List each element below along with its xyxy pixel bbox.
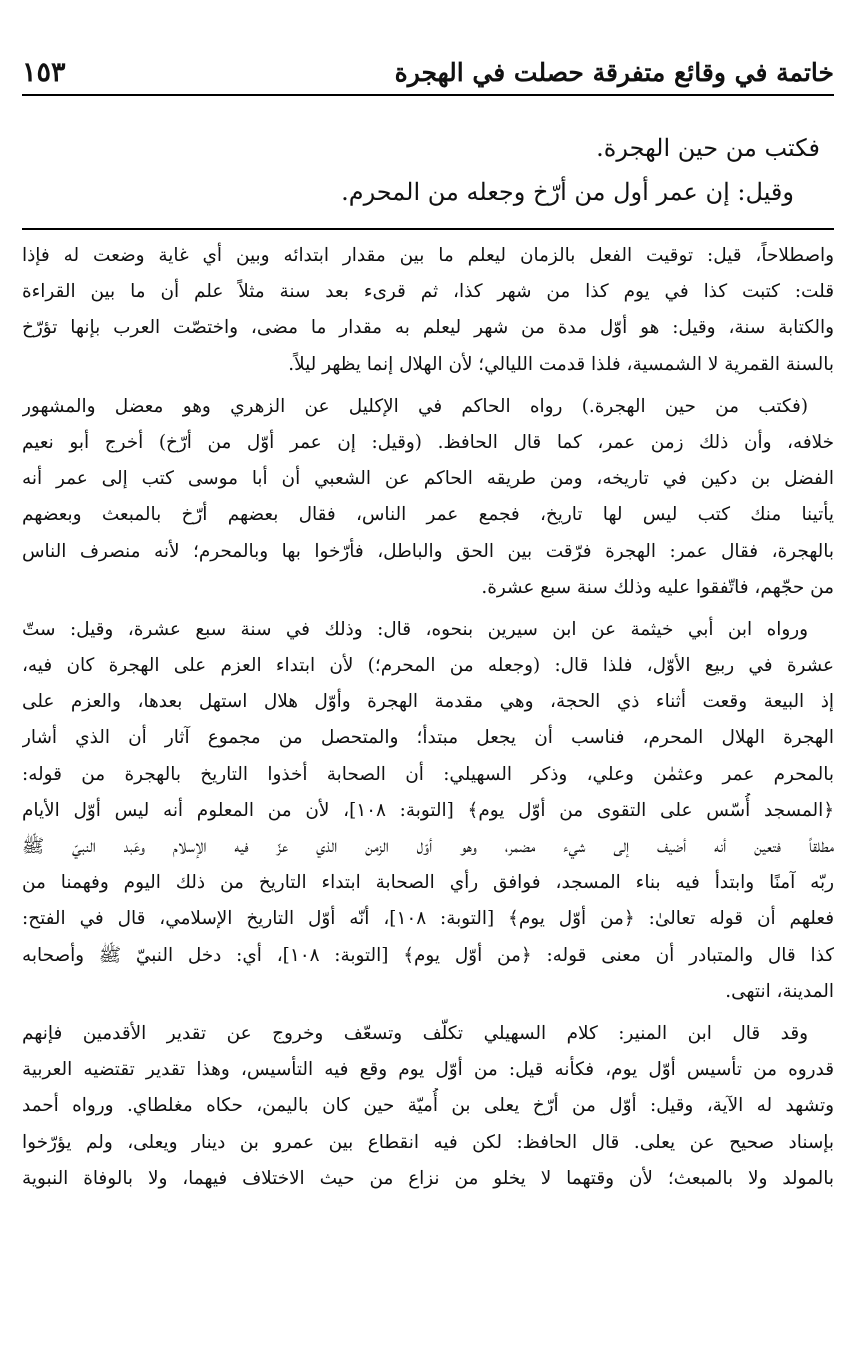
paragraph	[22, 612, 834, 1010]
text-line: ربّه آمنًا وابتدأ فيه بناء المسجد، فوافق رأي الصحابة ابتداء التاريخ من ذلك اليوم وفهمنا من	[22, 872, 834, 894]
text-line: (فكتب من حين الهجرة.) رواه الحاكم في الإكليل عن الزهري وهو معضل والمشهور	[22, 395, 808, 417]
page-header	[22, 50, 834, 96]
text-line: عشرة في ربيع الأوّل، فلذا قال: (وجعله من المحرم؛) لأن ابتداء العزم على الهجرة كان فيه،	[22, 655, 834, 677]
text-line: كذا قال والمتبادر أن معنى قوله: ﴿من أوّل يوم﴾ [التوبة: ١٠٨]، أي: دخل النبيّ ﷺ وأصحابه	[22, 944, 834, 966]
matn-line: فكتب من حين الهجرة.	[596, 134, 820, 162]
text-line: بالمولد ولا بالمبعث؛ لأن وقتهما لا يخلو من نزاع من حيث الاختلاف فيهما، ولا بالوفاة النبوية	[22, 1167, 834, 1189]
text-line: وقد قال ابن المنير: كلام السهيلي تكلّف وتسعّف وخروج عن تقدير الأقدمين فإنهم	[22, 1022, 808, 1044]
text-line: فعلهم أن قوله تعالىٰ: ﴿من أوّل يوم﴾ [التوبة: ١٠٨]، أنّه أوّل التاريخ الإسلامي، قال في الفتح:	[22, 908, 834, 930]
text-line: مطلقاً فتعين أنه أضيف إلى شيء مضمر، وهو أوّل الزمن الذي عزّ فيه الإسلام وعَبد النبيّ ﷺ	[22, 836, 834, 857]
text-line: بإسناد صحيح عن يعلى. قال الحافظ: لكن فيه انقطاع بين عمرو بن دينار ويعلى، ولم يؤرّخوا	[22, 1131, 834, 1153]
text-line: والكتابة سنة، وقيل: هو أوّل مدة من شهر ليعلم به مقدار ما مضى، واختصّت العرب بإنها تؤرّخ	[22, 317, 834, 339]
text-line: بالهجرة، فقال عمر: الهجرة فرّقت بين الحق والباطل، فأرّخوا بها وبالمحرم؛ لأنه منصرف الناس	[22, 540, 834, 562]
matn-line: وقيل: إن عمر أول من أرّخ وجعله من المحرم.	[341, 178, 794, 206]
commentary-block	[22, 238, 834, 1203]
text-line: خلافه، وأن ذلك زمن عمر، كما قال الحافظ. (وقيل: إن عمر أوّل من أرّخ) أخرج أبو نعيم	[22, 431, 834, 453]
text-line: من حجّهم، فاتّفقوا عليه وذلك سنة سبع عشرة.	[481, 576, 834, 598]
paragraph	[22, 389, 834, 606]
text-line: الفضل بن دكين في تاريخه، ومن طريقه الحاكم عن الشعبي أن أبا موسى كتب إلى عمر أنه	[22, 468, 834, 490]
text-line: إذ البيعة وقعت أثناء ذي الحجة، وهي مقدمة الهجرة وأوّل هلال استهل بعدها، والعزم على	[22, 691, 834, 713]
text-line: بالمحرم عمر وعثمٰن وعلي، وذكر السهيلي: أن الصحابة أخذوا التاريخ بالهجرة من قوله:	[22, 763, 834, 785]
text-line: قدروه من تأسيس أوّل يوم، فكأنه قيل: من أوّل يوم وقع فيه التأسيس، وهذا تقدير تقتضيه العربية	[22, 1059, 834, 1081]
text-line: الهجرة الهلال المحرم، فناسب أن يجعل مبتدأ؛ والمتحصل من مجموع آثار أن الذي أشار	[22, 727, 834, 749]
text-line: المدينة، انتهى.	[725, 980, 834, 1002]
text-line: وتشهد له الآية، وقيل: أوّل من أرّخ يعلى بن أُميّة حين كان باليمن، حكاه مغلطاي. ورواه أحمد	[22, 1095, 834, 1117]
text-line: قلت: كتبت كذا في يوم كذا من شهر كذا، ثم قرىء بعد سنة مثلاً علم أن ما بين القراءة	[22, 281, 834, 303]
text-line: واصطلاحاً، قيل: توقيت الفعل بالزمان ليعلم ما بين مقدار ابتدائه وبين أي غاية وضعت له فإذا	[22, 245, 834, 266]
text-line: ورواه ابن أبي خيثمة عن ابن سيرين بنحوه، قال: وذلك في سنة سبع عشرة، وقيل: ستّ	[22, 618, 808, 640]
page-number: ١٥٣	[22, 56, 66, 88]
running-title: خاتمة في وقائع متفرقة حصلت في الهجرة	[394, 57, 834, 87]
matn-block	[22, 126, 834, 230]
text-line: ﴿المسجد أُسّس على التقوى من أوّل يوم﴾ [التوبة: ١٠٨]، لأن من المعلوم أنه ليس أوّل الأيام	[22, 799, 834, 821]
paragraph	[22, 238, 834, 383]
paragraph	[22, 1016, 834, 1197]
text-line: يأتينا منك كتب ليس لها تاريخ، فجمع عمر الناس، فقال بعضهم أرّخ بالمبعث وبعضهم	[22, 504, 834, 526]
text-line: بالسنة القمرية لا الشمسية، فلذا قدمت الليالي؛ لأن الهلال إنما يظهر ليلاً.	[288, 353, 834, 375]
